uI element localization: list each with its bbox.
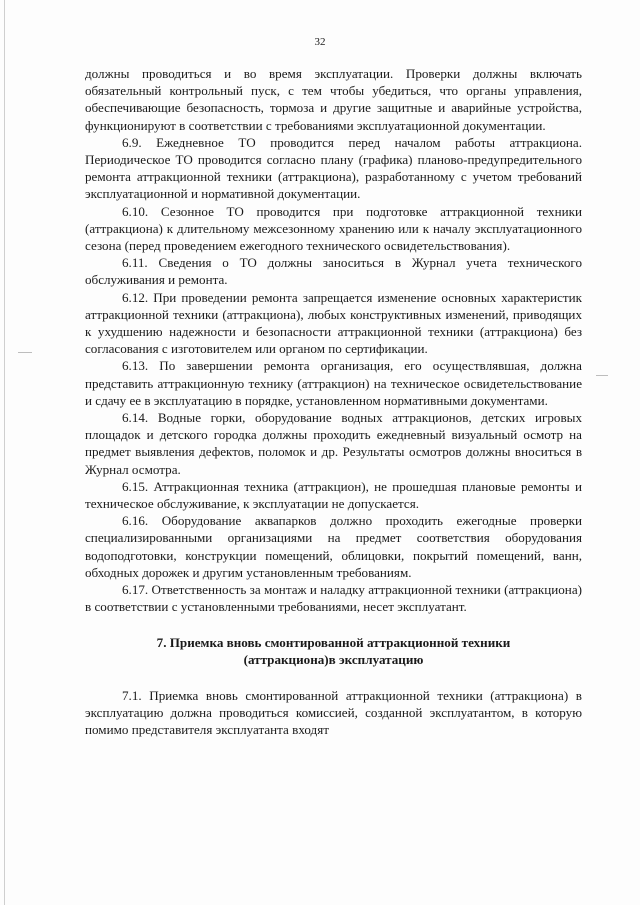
paragraph-6-13: 6.13. По завершении ремонта организация, его осуществлявшая, должна представить аттракционную технику (аттракцион) на техническое освидетельствование и сдачу ее в эксплуатацию в порядке, установленном нормативными документами. <box>85 358 582 408</box>
paragraph-continuation: должны проводиться и во время эксплуатации. Проверки должны включать обязательный контрольный пуск, с тем чтобы убедиться, что органы управления, обеспечивающие безопасность, тормоза и другие защитные и аварийные устройства, функционируют в соответствии с требованиями эксплуатационной документации. <box>85 66 582 133</box>
scan-edge-line <box>4 0 5 905</box>
paragraph-6-9: 6.9. Ежедневное ТО проводится перед началом работы аттракциона. Периодическое ТО проводится согласно плану (графика) планово-предупредительного ремонта аттракционной техники (аттракциона), разработанному с учетом требований эксплуатационной и нормативной документации. <box>85 134 582 202</box>
paragraph-7-1: 7.1. Приемка вновь смонтированной аттракционной техники (аттракциона) в эксплуатацию должна проводиться комиссией, созданной эксплуатантом, в которую помимо представителя эксплуатанта входят <box>85 687 582 738</box>
section-heading-line-2: (аттракциона)в эксплуатацию <box>243 651 424 667</box>
paragraph-6-16: 6.16. Оборудование аквапарков должно проходить ежегодные проверки специализированными организациями на предмет соответствия оборудования водоподготовки, конструкции помещений, облицовки, покрытий помещений, ванн, обходных дорожек и другим установленным требованиям. <box>85 513 582 580</box>
section-heading-line-1: 7. Приемка вновь смонтированной аттракционной техники <box>156 634 511 650</box>
document-body <box>85 65 582 739</box>
page-number: 32 <box>314 36 326 48</box>
scan-artifact <box>596 375 608 376</box>
section-heading <box>85 634 582 668</box>
paragraph-6-12: 6.12. При проведении ремонта запрещается изменение основных характеристик аттракционной техники (аттракциона), любых конструктивных изменений, приводящих к ухудшению надежности и безопасности аттракционной техники (аттракциона) без согласования с изготовителем или органом по сертификации. <box>85 289 582 357</box>
paragraph-6-15: 6.15. Аттракционная техника (аттракцион), не прошедшая плановые ремонты и техническое обслуживание, к эксплуатации не допускается. <box>85 478 582 512</box>
scan-artifact <box>18 352 32 353</box>
paragraph-6-10: 6.10. Сезонное ТО проводится при подготовке аттракционной техники (аттракциона) к длительному межсезонному хранению или к началу эксплуатационного сезона (перед проведением ежегодного технического освидетельствования). <box>85 203 582 254</box>
paragraph-6-14: 6.14. Водные горки, оборудование водных аттракционов, детских игровых площадок и детского городка должны проходить ежедневный визуальный осмотр на предмет выявления дефектов, поломок и др. Результаты осмотров должны вноситься в Журнал осмотра. <box>85 410 582 477</box>
paragraph-6-11: 6.11. Сведения о ТО должны заноситься в Журнал учета технического обслуживания и ремонта. <box>85 255 582 288</box>
paragraph-6-17: 6.17. Ответственность за монтаж и наладку аттракционной техники (аттракциона) в соответствии с установленными требованиями, несет эксплуатант. <box>85 582 582 615</box>
